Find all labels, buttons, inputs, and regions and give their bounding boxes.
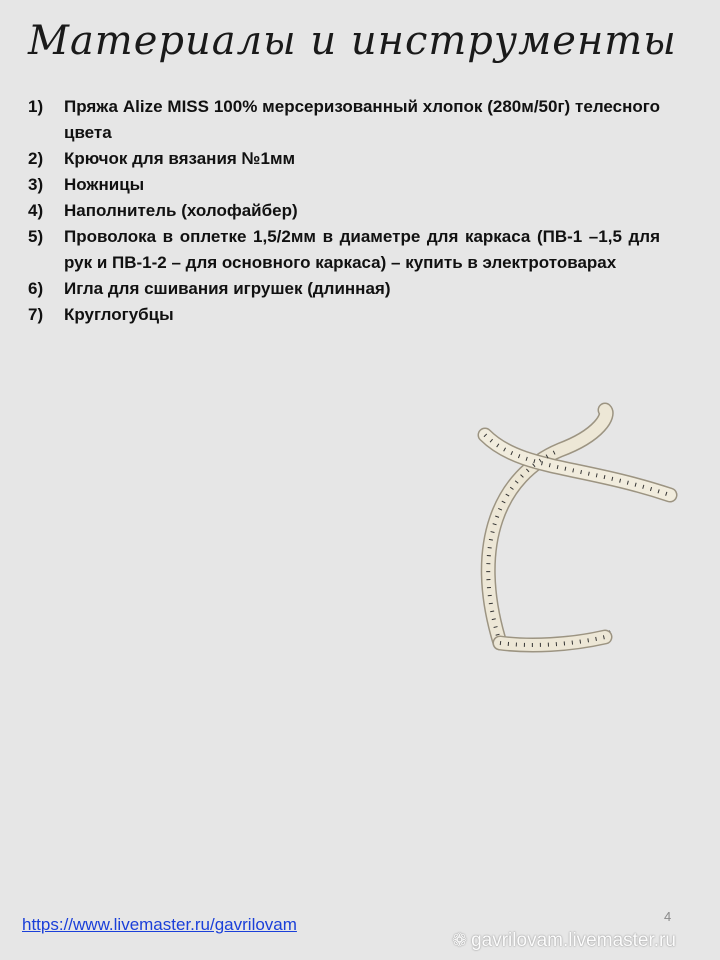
- page-number: 4: [664, 909, 672, 924]
- list-item: [28, 172, 660, 198]
- watermark-text: gavrilovam.livemaster.ru: [471, 930, 676, 951]
- list-item: [28, 302, 660, 328]
- livemaster-link[interactable]: https://www.livemaster.ru/gavrilovam: [22, 915, 297, 934]
- item-number: 6): [28, 279, 44, 298]
- item-number: 1): [28, 97, 44, 116]
- item-number: 7): [28, 305, 44, 324]
- item-text: Игла для сшивания игрушек (длинная): [64, 279, 391, 298]
- item-text: Ножницы: [64, 175, 145, 194]
- item-text: Наполнитель (холофайбер): [64, 201, 298, 220]
- list-item: [28, 276, 660, 302]
- item-number: 5): [28, 227, 44, 246]
- page-title: Материалы и инструменты: [28, 18, 677, 64]
- list-item: [28, 224, 660, 276]
- measuring-tape-image: [460, 395, 690, 685]
- watermark: [452, 930, 676, 952]
- item-number: 2): [28, 149, 44, 168]
- item-text: Пряжа Alize MISS 100% мерсеризованный хлопок (280м/50г) телесного цвета: [64, 97, 660, 142]
- item-text: Круглогубцы: [64, 305, 174, 324]
- flower-icon: ❁: [452, 930, 468, 950]
- list-item: [28, 198, 660, 224]
- materials-list: [28, 94, 660, 328]
- item-text: Крючок для вязания №1мм: [64, 149, 296, 168]
- item-number: 4): [28, 201, 44, 220]
- list-item: [28, 94, 660, 146]
- item-text: Проволока в оплетке 1,5/2мм в диаметре для каркаса (ПВ-1 –1,5 для рук и ПВ-1-2 – для основного каркаса) – купить в электротоварах: [64, 227, 660, 272]
- list-item: [28, 146, 660, 172]
- item-number: 3): [28, 175, 44, 194]
